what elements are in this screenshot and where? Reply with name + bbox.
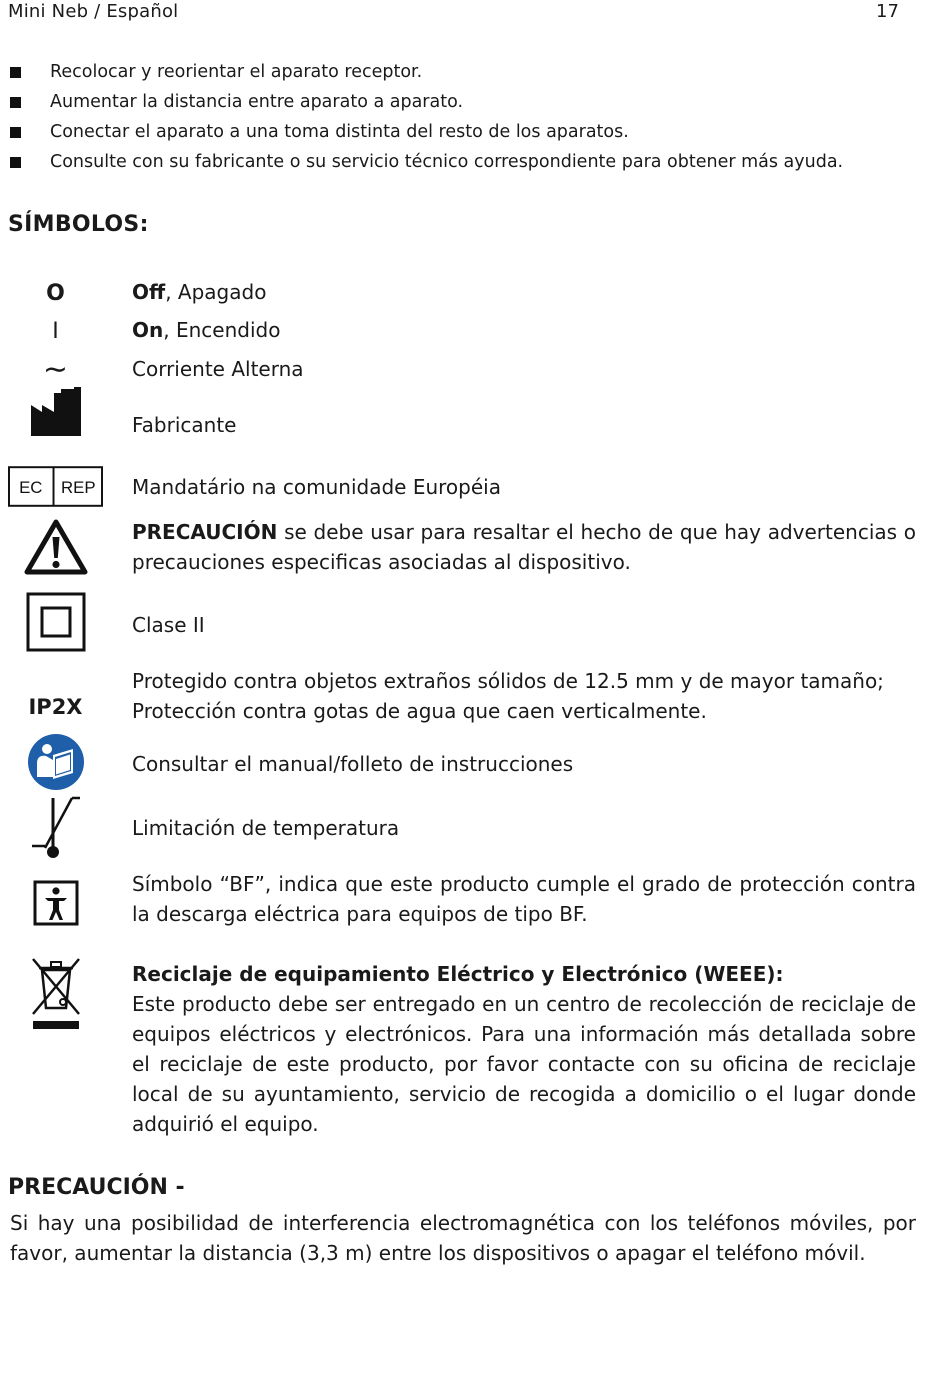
manual-description: Consultar el manual/folleto de instrucciones: [132, 752, 574, 776]
factory-icon: [8, 384, 103, 438]
bf-person-icon: [8, 878, 103, 928]
ec-rep-icon: [8, 466, 103, 507]
off-symbol: O: [46, 280, 65, 306]
caution-description: PRECAUCIÓN se debe usar para resaltar el hecho de que hay advertencias o precauciones especificas asociadas al dispositivo.: [132, 520, 916, 574]
class2-description: Clase II: [132, 613, 205, 637]
list-item: Consulte con su fabricante o su servicio técnico correspondiente para obtener más ayuda.: [8, 148, 928, 178]
manufacturer-description: Fabricante: [132, 413, 237, 437]
running-header: Mini Neb / Español: [8, 1, 179, 22]
crossed-bin-icon: [8, 956, 103, 1032]
weee-description: Reciclaje de equipamiento Eléctrico y Electrónico (WEEE): Este producto debe ser entregado en un centro de recolección de reciclaje de equipos eléctricos y electrónicos. Para una información más detallada sobre el reciclaje de este producto, por favor contacte con su oficina de reciclaje local de su ayuntamiento, servicio de recogida a domicilio o el lugar donde adquirió el equipo.: [132, 962, 916, 1136]
warning-triangle-icon: [8, 518, 103, 576]
ac-description: Corriente Alterna: [132, 357, 304, 381]
on-symbol: I: [52, 318, 59, 344]
ip2x-description: Protegido contra objetos extraños sólidos de 12.5 mm y de mayor tamaño; Protección contra gotas de agua que caen verticalmente.: [132, 669, 884, 723]
bullet-list: [8, 58, 928, 178]
ip2x-symbol: IP2X: [28, 695, 83, 719]
read-manual-icon: [8, 732, 103, 792]
ec-label: EC: [19, 477, 43, 497]
precaution-heading: PRECAUCIÓN -: [8, 1175, 185, 1200]
temperature-description: Limitación de temperatura: [132, 816, 400, 840]
bf-description: Símbolo “BF”, indica que este producto cumple el grado de protección contra la descarga eléctrica para equipos de tipo BF.: [132, 872, 916, 926]
double-square-icon: [8, 592, 103, 652]
precaution-text: Si hay una posibilidad de interferencia electromagnética con los teléfonos móviles, por favor, aumentar la distancia (3,3 m) entre los dispositivos o apagar el teléfono móvil.: [10, 1211, 916, 1265]
square-bullet-icon: [10, 67, 21, 78]
page-number: 17: [876, 1, 899, 22]
list-item: Recolocar y reorientar el aparato receptor.: [8, 58, 928, 88]
thermometer-icon: [8, 796, 103, 860]
square-bullet-icon: [10, 127, 21, 138]
rep-label: REP: [60, 477, 96, 497]
off-description: Off, Apagado: [132, 280, 267, 304]
symbols-heading: SÍMBOLOS:: [8, 212, 149, 237]
alternating-current-symbol: ∼: [42, 351, 69, 387]
on-description: On, Encendido: [132, 318, 281, 342]
list-item: Conectar el aparato a una toma distinta del resto de los aparatos.: [8, 118, 928, 148]
square-bullet-icon: [10, 157, 21, 168]
list-item: Aumentar la distancia entre aparato a aparato.: [8, 88, 928, 118]
ec-rep-description: Mandatário na comunidade Européia: [132, 475, 501, 499]
square-bullet-icon: [10, 97, 21, 108]
